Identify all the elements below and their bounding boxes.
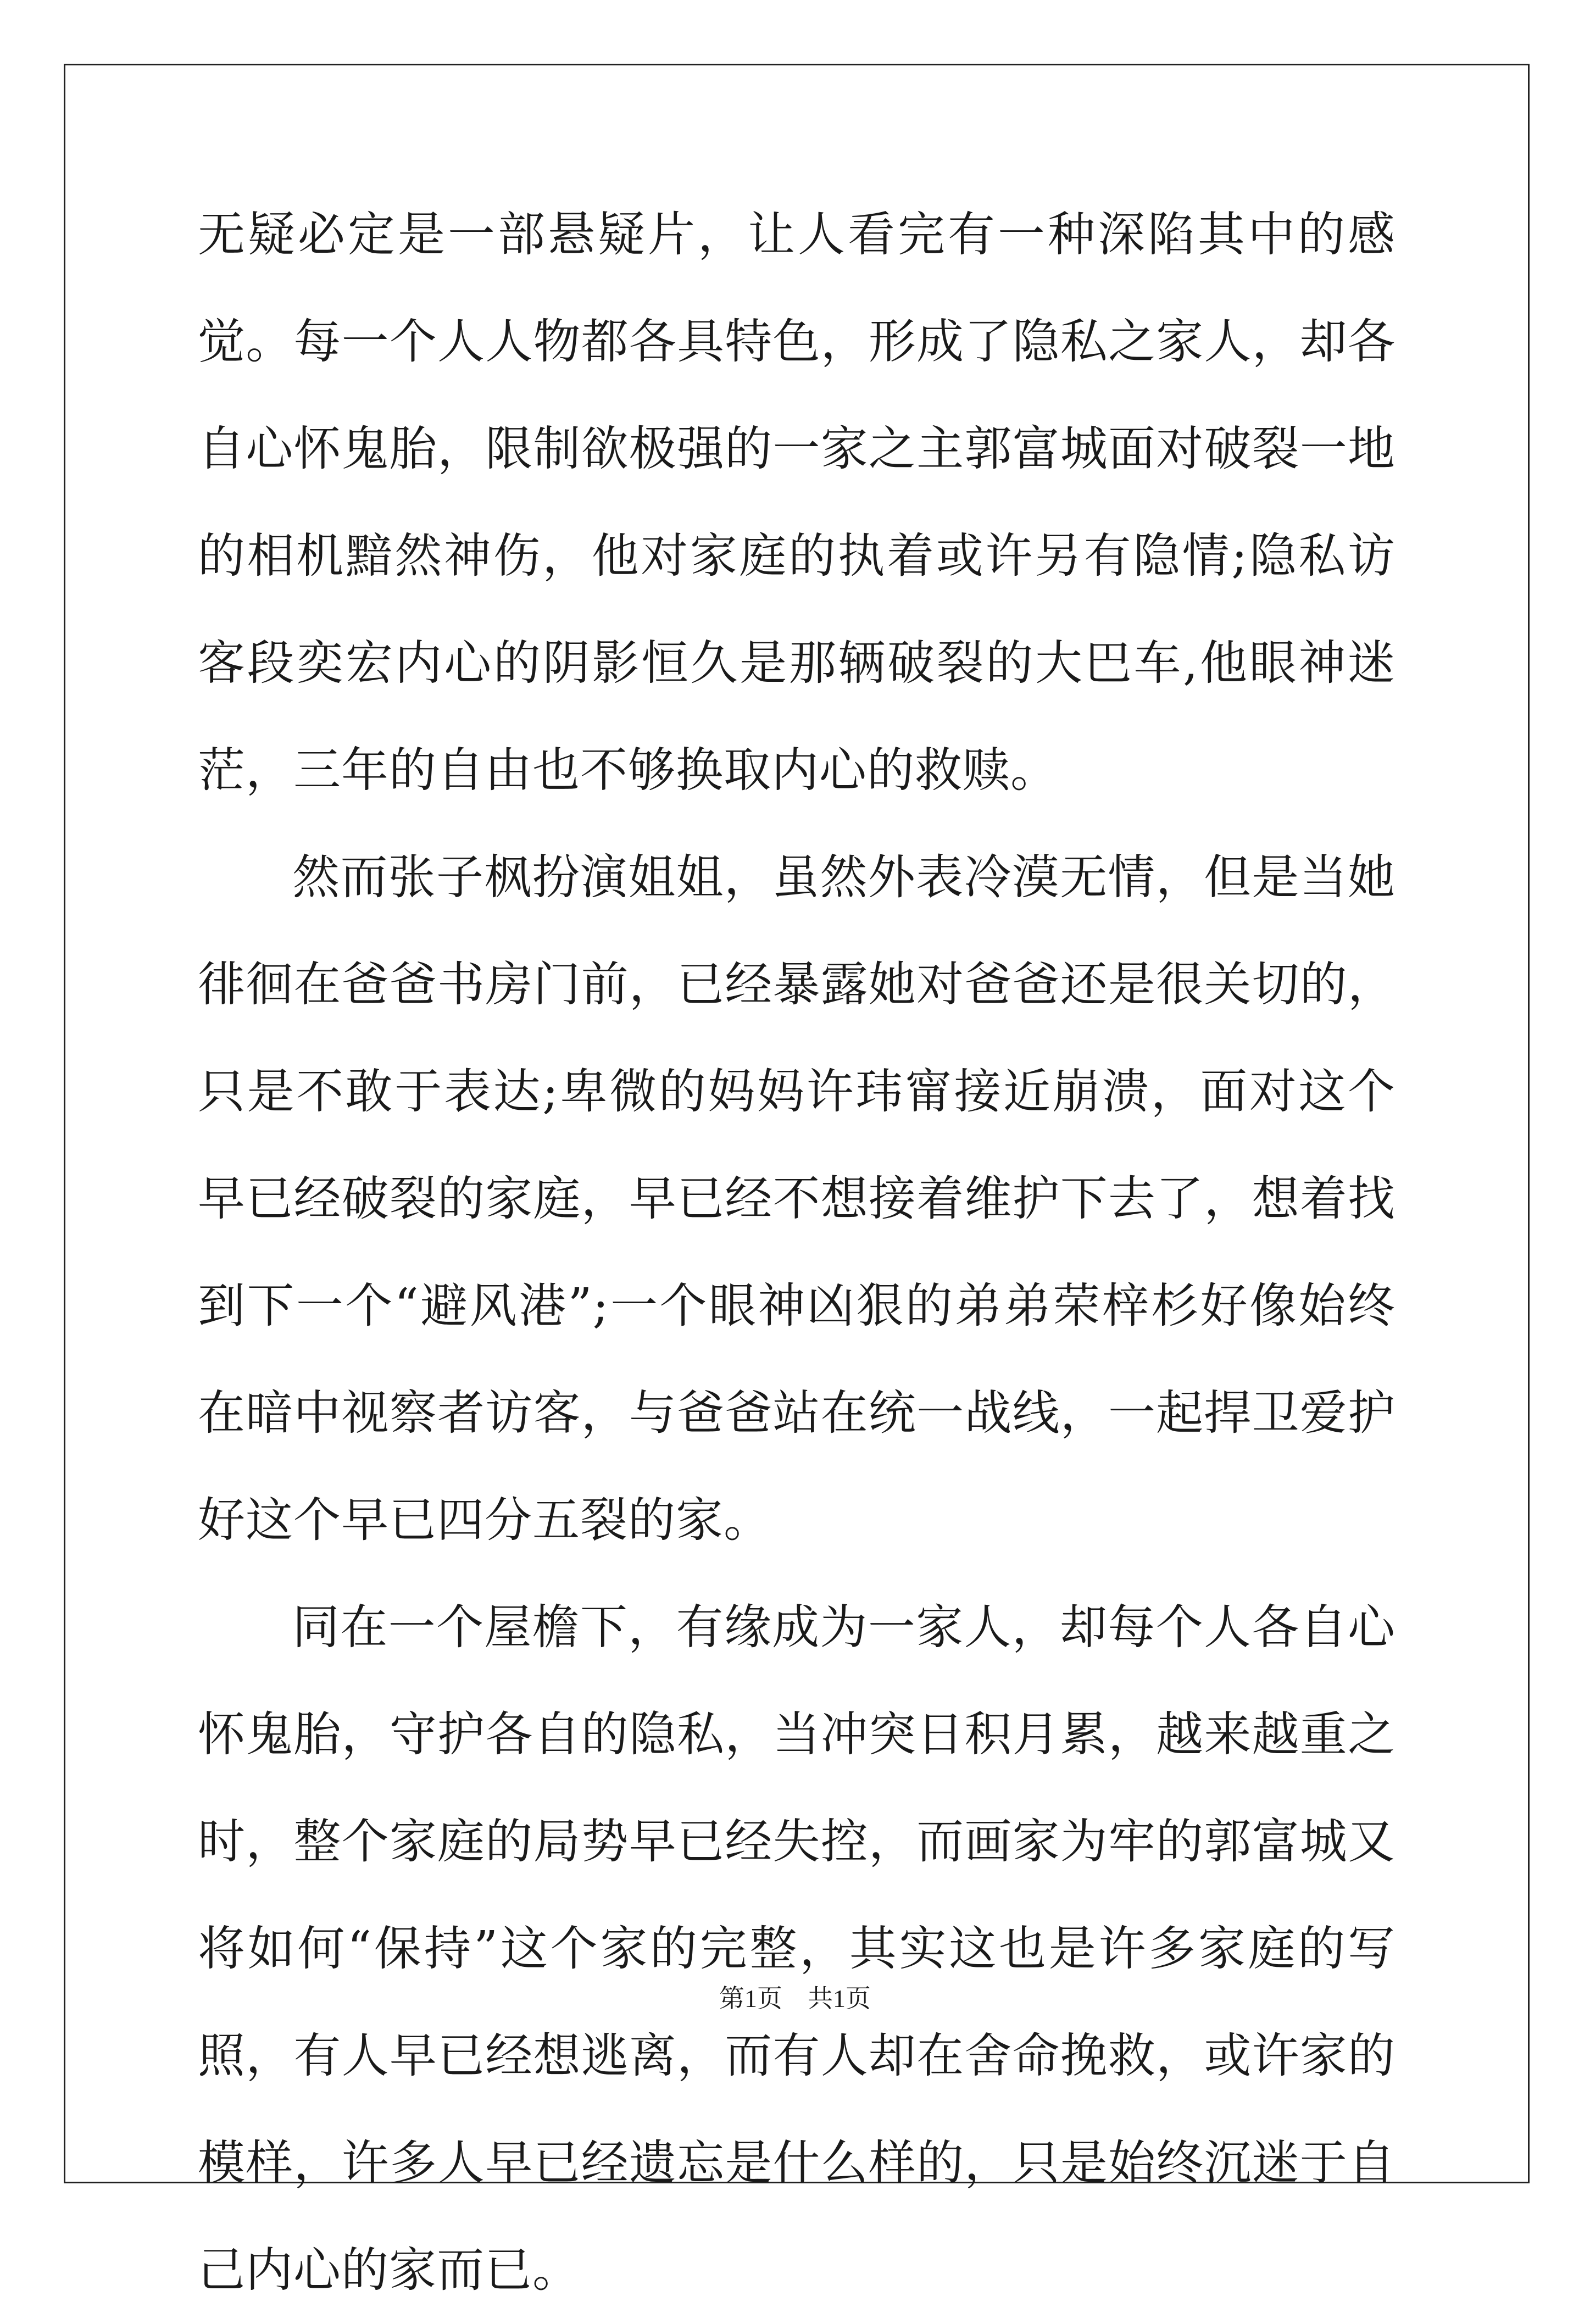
- paragraph-3: 同在一个屋檐下，有缘成为一家人，却每个人各自心怀鬼胎，守护各自的隐私，当冲突日积月累，越来越重之时，整个家庭的局势早已经失控，而画家为牢的郭富城又将如何“保持”这个家的完整，其实这也是许多家庭的写照，有人早已经想逃离，而有人却在舍命挽救，或许家的模样，许多人早已经遗忘是什么样的，只是始终沉迷于自己内心的家而已。: [198, 1600, 1396, 2298]
- paragraph-1: 无疑必定是一部悬疑片，让人看完有一种深陷其中的感觉。每一个人人物都各具特色，形成了隐私之家人，却各自心怀鬼胎，限制欲极强的一家之主郭富城面对破裂一地的相机黯然神伤，他对家庭的执着或许另有隐情;隐私访客段奕宏内心的阴影恒久是那辆破裂的大巴车,他眼神迷茫，三年的自由也不够换取内心的救赎。: [198, 207, 1396, 798]
- page-number-footer: 第1页 共1页: [719, 1984, 871, 2012]
- paragraph-2: 然而张子枫扮演姐姐，虽然外表冷漠无情，但是当她徘徊在爸爸书房门前，已经暴露她对爸爸还是很关切的，只是不敢于表达;卑微的妈妈许玮甯接近崩溃，面对这个早已经破裂的家庭，早已经不想接着维护下去了，想着找到下一个“避风港”;一个眼神凶狠的弟弟荣梓杉好像始终在暗中视察者访客，与爸爸站在统一战线，一起捍卫爱护好这个早已四分五裂的家。: [198, 850, 1396, 1548]
